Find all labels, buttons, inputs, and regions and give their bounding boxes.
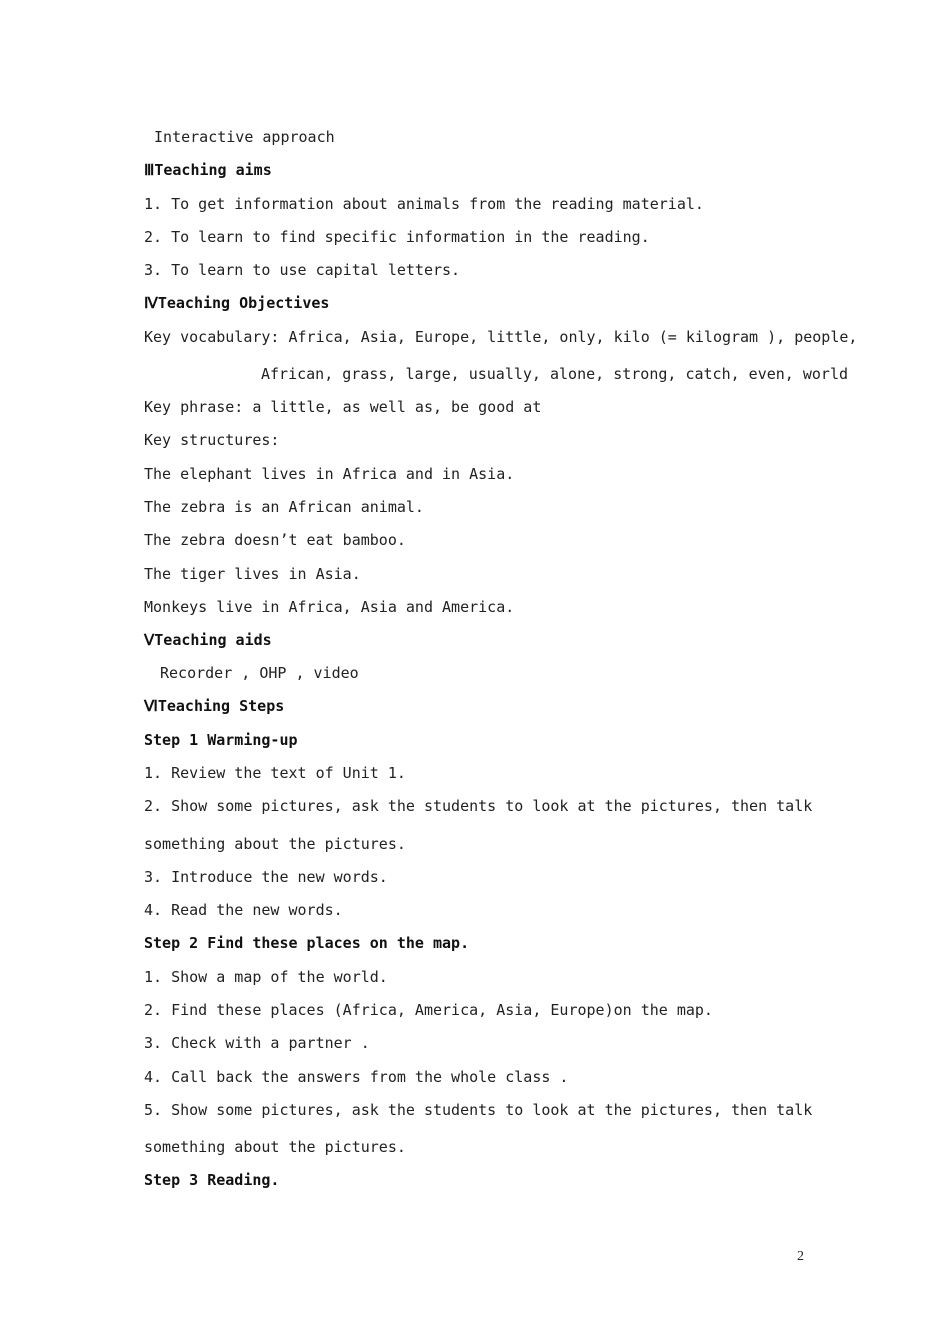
structure-sentence: The tiger lives in Asia. bbox=[144, 565, 361, 583]
objectives-heading: ⅣTeaching Objectives bbox=[144, 294, 330, 312]
step1-heading: Step 1 Warming-up bbox=[144, 731, 298, 749]
aids-heading: ⅤTeaching aids bbox=[144, 631, 272, 649]
structure-sentence: The zebra is an African animal. bbox=[144, 498, 424, 516]
step1-item: 1. Review the text of Unit 1. bbox=[144, 764, 406, 782]
step2-item: 4. Call back the answers from the whole class . bbox=[144, 1068, 569, 1086]
key-structures-label: Key structures: bbox=[144, 431, 280, 449]
step2-heading: Step 2 Find these places on the map. bbox=[144, 934, 470, 952]
step3-heading: Step 3 Reading. bbox=[144, 1171, 280, 1189]
step2-item-continued: something about the pictures. bbox=[144, 1138, 406, 1156]
structure-sentence: Monkeys live in Africa, Asia and America. bbox=[144, 598, 515, 616]
step1-item: 3. Introduce the new words. bbox=[144, 868, 388, 886]
aim-item: 2. To learn to find specific information in the reading. bbox=[144, 228, 650, 246]
page-number: 2 bbox=[797, 1249, 804, 1264]
aim-item: 1. To get information about animals from the reading material. bbox=[144, 195, 704, 213]
vocabulary-line: Key vocabulary: Africa, Asia, Europe, little, only, kilo (= kilogram ), people, bbox=[144, 328, 858, 346]
step1-item: 4. Read the new words. bbox=[144, 901, 343, 919]
key-phrase-line: Key phrase: a little, as well as, be good at bbox=[144, 398, 542, 416]
step2-item: 1. Show a map of the world. bbox=[144, 968, 388, 986]
structure-sentence: The zebra doesn’t eat bamboo. bbox=[144, 531, 406, 549]
aim-item: 3. To learn to use capital letters. bbox=[144, 261, 461, 279]
step1-item-continued: something about the pictures. bbox=[144, 835, 406, 853]
aids-text: Recorder , OHP , video bbox=[160, 664, 359, 682]
steps-heading: ⅥTeaching Steps bbox=[144, 697, 285, 715]
step2-item: 3. Check with a partner . bbox=[144, 1034, 370, 1052]
vocabulary-line-continued: African, grass, large, usually, alone, strong, catch, even, world bbox=[261, 365, 848, 383]
step2-item: 5. Show some pictures, ask the students to look at the pictures, then talk bbox=[144, 1101, 813, 1119]
step1-item: 2. Show some pictures, ask the students to look at the pictures, then talk bbox=[144, 797, 813, 815]
aims-heading: ⅢTeaching aims bbox=[144, 161, 272, 179]
method-text: Interactive approach bbox=[145, 128, 335, 146]
step2-item: 2. Find these places (Africa, America, Asia, Europe)on the map. bbox=[144, 1001, 713, 1019]
structure-sentence: The elephant lives in Africa and in Asia. bbox=[144, 465, 515, 483]
